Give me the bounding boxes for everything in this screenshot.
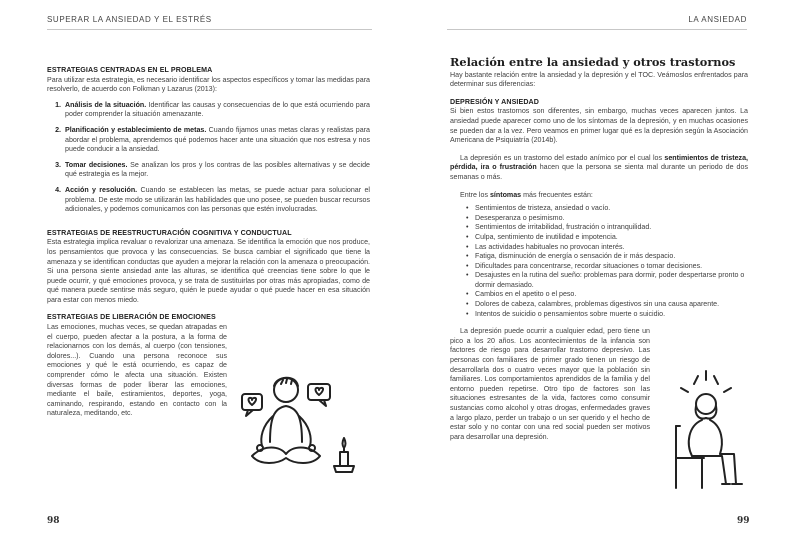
step-text: Cuando fijamos unas metas claras y realistas para abordar el problema, aprendemos qué podemos hacer ante una situación que nos estresa y nos puede conducir a la ansiedad. (65, 125, 370, 154)
section-heading-cognitive: ESTRATEGIAS DE REESTRUCTURACIÓN COGNITIVA Y CONDUCTUAL (47, 228, 292, 237)
bullet-icon: • (466, 309, 469, 318)
list-item: • Sentimientos de irritabilidad, frustración o intranquilidad. (466, 223, 652, 232)
list-item: • Desesperanza o pesimismo. (466, 213, 565, 222)
running-header-right: LA ANSIEDAD (688, 15, 747, 24)
page-number-left: 98 (47, 516, 60, 526)
bullet-icon: • (466, 232, 469, 241)
section-heading-problem: ESTRATEGIAS CENTRADAS EN EL PROBLEMA (47, 66, 213, 74)
list-item: • Dolores de cabeza, calambres, problemas digestivos sin una causa aparente. (466, 300, 720, 309)
header-rule-right (447, 29, 747, 30)
step-text: Identificar las causas y consecuencias de lo que está ocurriendo para poder comprender la situación amenazante. (65, 100, 371, 119)
bullet-icon: • (466, 213, 469, 222)
paragraph-depression-risk: La depresión puede ocurrir a cualquier edad, pero tiene un pico a los 20 años. Los acontecimientos de la infancia son factores de riesgo para desarrollar trastorno depresivo. Las personas con familiares de primer grado tienen un riesgo de desarrollarla dos o cuatro veces mayor que la población sin familiares. Los comportamientos aprendidos de la familia y del entorno pueden repetirse. Otro tipo de factores son las situaciones estresantes de la vida, factores como consumir sustancias como alcohol y otras drogas, enfermedades graves a largo plazo, perder un trabajo o un ser querido y el hecho de estar solo y no contar con una red social pueden ser motivos para desarrollar una depresión. (450, 327, 650, 441)
heart-bubble-left (242, 394, 262, 410)
step-text: Se analizan los pros y los contras de las posibles alternativas y se decide qué estrategia es la mejor. (65, 160, 370, 179)
list-item: • Dificultades para concentrarse, recordar situaciones o tomar decisiones. (466, 261, 703, 270)
paragraph-depression-2: La depresión es un trastorno del estado anímico por el cual los sentimientos de tristeza, pérdida, ira o frustración hacen que la persona se sienta mal durante un periodo de dos semanas o más. (450, 153, 748, 181)
list-item: • Intentos de suicidio o pensamientos sobre muerte o suicidio. (466, 309, 666, 318)
step-term: Acción y resolución. (65, 185, 138, 194)
bullet-icon: • (466, 300, 469, 309)
page-title: Relación entre la ansiedad y otros trastornos (450, 55, 736, 69)
bullet-icon: • (466, 271, 469, 280)
step-term: Planificación y establecimiento de metas. (65, 125, 207, 134)
step-number: 1. (55, 100, 61, 109)
intro-paragraph: Hay bastante relación entre la ansiedad y la depresión y el TOC. Veámoslos enfrentados para determinar sus diferencias: (450, 70, 748, 89)
list-item: • Fatiga, disminución de energía o sensación de ir más despacio. (466, 252, 676, 261)
section-text-cognitive: Esta estrategia implica revaluar o revalorizar una amenaza. Se identifica la emoción que nos produce, los pensamientos que provoca y las consecuencias. Se busca cambiar el significado que tiene la amenaza y se identifican conductas que ayuden a mejorar la relación con la amenaza o preocupación. Si una persona siente ansiedad ante las alturas, se identifica qué creencias tiene sobre lo que le puede ocurrir, y qué emociones provoca, y se trata de sustituirlas por otras más apropiadas, como de qué manera puede sentirse más seguro, quién le puede ayudar o qué puede hacer en esa situación para estar con menos miedo. (47, 238, 370, 304)
paragraph-symptoms-intro: Entre los síntomas más frecuentes están: (460, 190, 593, 199)
bullet-icon: • (466, 261, 469, 270)
bullet-icon: • (466, 223, 469, 232)
paragraph-depression-1: Si bien estos trastornos son diferentes, sin embargo, muchas veces aparecen juntos. La ansiedad puede aparecer como uno de los síntomas de la depresión, y en muchas ocasiones se pueden dar a la vez. Pero veamos en primer lugar qué es la depresión según la Asociación Americana de Psiquiatría (2014b). (450, 107, 748, 145)
running-header-left: SUPERAR LA ANSIEDAD Y EL ESTRÉS (47, 15, 212, 24)
symptoms-list (466, 204, 748, 319)
list-item (47, 101, 370, 120)
meditation-illustration (240, 360, 368, 478)
list-item: • Desajustes en la rutina del sueño: problemas para dormir, poder despertarse pronto o dormir demasiado. (466, 271, 745, 289)
step-term: Análisis de la situación. (65, 100, 147, 109)
bullet-icon: • (466, 252, 469, 261)
step-number: 2. (55, 125, 61, 134)
emphasis-symptoms: síntomas (489, 190, 522, 199)
step-number: 3. (55, 160, 61, 169)
sad-person-illustration (664, 366, 760, 494)
list-item (47, 186, 370, 215)
step-text: Cuando se establecen las metas, se puede actuar para solucionar el problema. De este modo se utilizarán las habilidades que uno posee, se pueden buscar recursos adicionales, y podemos comunicarnos con las personas que estén involucradas. (65, 185, 370, 214)
candle (340, 452, 348, 466)
list-item (47, 161, 370, 180)
bullet-icon: • (466, 290, 469, 299)
step-term: Tomar decisiones. (65, 160, 128, 169)
section-intro-problem: Para utilizar esta estrategia, es necesario identificar los aspectos específicos y tomar las medidas para resolverlo, de acuerdo con Folkman y Lazarus (2013): (47, 75, 370, 94)
heart-bubble-right (308, 384, 330, 400)
section-heading-emotions: ESTRATEGIAS DE LIBERACIÓN DE EMOCIONES (47, 313, 216, 322)
strategy-steps-list (47, 101, 370, 215)
header-rule-left (47, 29, 372, 30)
page-number-right: 99 (737, 516, 750, 526)
section-text-emotions: Las emociones, muchas veces, se quedan atrapadas en el cuerpo, pueden afectar a la postura, a la forma de relacionarnos con los demás, al cuerpo (con tensiones, dolores...). Cuando una persona reconoce sus emociones y qué le está ocurriendo, es capaz de comprender cómo le afecta una situación. Existen diversas formas de poder liberar las emociones, mediante el baile, estiramientos, deportes, yoga, caminando, respirando, estando en contacto con la naturaleza, meditando, etc. (47, 323, 227, 418)
list-item: • Sentimientos de tristeza, ansiedad o vacío. (466, 204, 611, 213)
step-number: 4. (55, 185, 61, 194)
emphasis-feelings: sentimientos de tristeza, pérdida, ira o frustración (450, 153, 748, 172)
list-item: • Las actividades habituales no provocan interés. (466, 242, 625, 251)
bullet-icon: • (466, 242, 469, 251)
section-heading-depression: DEPRESIÓN Y ANSIEDAD (450, 97, 539, 106)
bullet-icon: • (466, 204, 469, 213)
list-item: • Cambios en el apetito o el peso. (466, 290, 577, 299)
list-item (47, 126, 370, 155)
list-item: • Culpa, sentimiento de inutilidad e impotencia. (466, 232, 618, 241)
